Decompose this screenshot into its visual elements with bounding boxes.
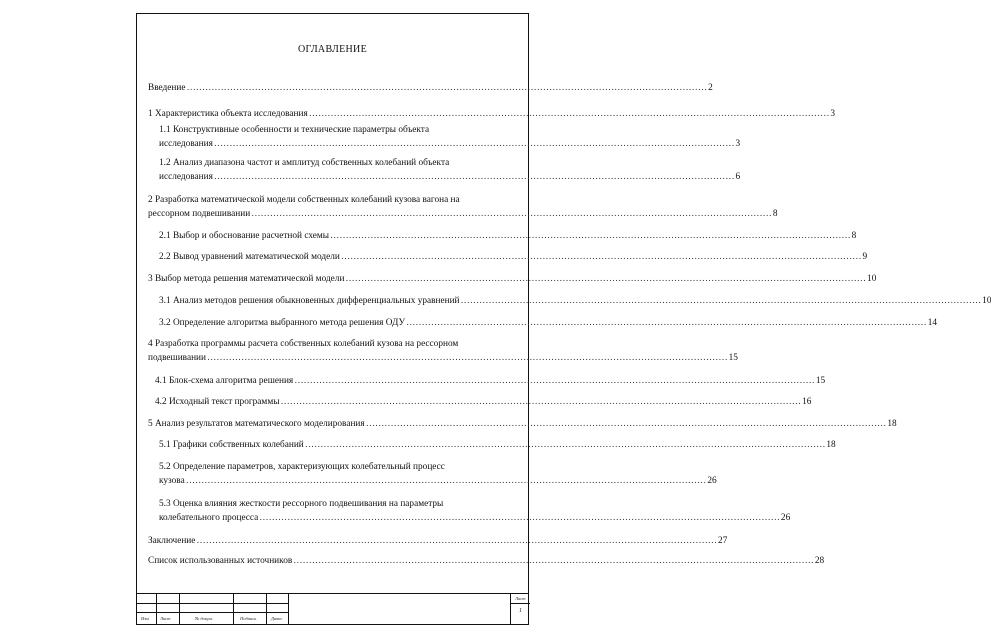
toc-entry-text: подвешивании — [148, 352, 207, 363]
toc-dot-leader — [251, 209, 772, 219]
toc-dot-leader — [330, 231, 851, 241]
toc-entry — [148, 338, 738, 365]
toc-entry — [148, 418, 897, 432]
toc-entry-text: Заключение — [148, 536, 196, 546]
toc-entry-text: 4 Разработка программы расчета собственных колебаний кузова на рессорном — [148, 339, 459, 349]
toc-entry-text: 5.1 Графики собственных колебаний — [159, 440, 304, 450]
toc-dot-leader — [214, 172, 735, 182]
stamp-row-line — [137, 603, 289, 604]
toc-entry-text: 1 Характеристика объекта исследования — [148, 109, 308, 119]
toc-page-number: 3 — [830, 109, 836, 119]
stamp-label-sheet: Лист — [160, 616, 171, 621]
toc-page-number: 8 — [851, 231, 857, 241]
toc-page-number: 2 — [708, 83, 713, 93]
toc-entry — [148, 108, 836, 122]
toc-entry-text: 2.2 Вывод уравнений математической модели — [159, 252, 340, 262]
stamp-label-sheet-box: Лист — [515, 596, 526, 601]
toc-page-number: 16 — [802, 397, 812, 407]
toc-entry-text: 5.2 Определение параметров, характеризующих колебательный процесс — [159, 462, 445, 472]
toc-entry-text: Введение — [148, 83, 186, 93]
toc-dot-leader — [259, 513, 780, 523]
stamp-row-line — [137, 612, 289, 613]
toc-dot-leader — [366, 419, 887, 429]
document-sheet — [136, 13, 991, 625]
toc-dot-leader — [309, 109, 830, 119]
toc-dot-leader — [461, 296, 982, 306]
toc-entry-line-with-page — [148, 82, 713, 96]
stamp-label-signature: Подпись — [240, 616, 257, 621]
toc-entry — [148, 555, 825, 569]
toc-page-number: 18 — [826, 440, 836, 450]
toc-entry — [159, 439, 836, 453]
toc-entry — [148, 273, 877, 287]
toc-page-number: 26 — [780, 512, 791, 523]
toc-dot-leader — [280, 397, 801, 407]
toc-dot-leader — [294, 376, 815, 386]
toc-entry-line — [148, 338, 520, 352]
toc-entry-text: 2.1 Выбор и обоснование расчетной схемы — [159, 231, 330, 241]
toc-entry-text: 5 Анализ результатов математического моделирования — [148, 419, 365, 429]
toc-entry-line-with-page — [159, 251, 868, 265]
toc-entry-text: исследования — [159, 138, 213, 149]
toc-entry-line-with-page — [159, 439, 836, 453]
stamp-main-field — [289, 594, 511, 624]
toc-entry-text: исследования — [159, 171, 213, 182]
toc-dot-leader — [293, 556, 814, 566]
toc-page-number: 26 — [707, 475, 717, 486]
toc-dot-leader — [406, 318, 927, 328]
toc-entry-text: рессорном подвешивании — [148, 208, 251, 219]
toc-entry — [159, 461, 717, 488]
toc-entry-text: 3.2 Определение алгоритма выбранного метода решения ОДУ — [159, 318, 406, 328]
toc-entry-line — [159, 124, 520, 138]
toc-dot-leader — [186, 476, 707, 486]
toc-entry-line-with-page — [159, 171, 741, 185]
toc-entry-line — [148, 194, 520, 208]
stamp-sheet-divider — [511, 603, 530, 604]
toc-entry — [159, 230, 857, 244]
toc-entry-text: колебательного процесса — [159, 512, 259, 523]
toc-entry-text: 4.1 Блок-схема алгоритма решения — [155, 376, 294, 386]
stamp-label-doc-number: № докум. — [195, 616, 213, 621]
toc-page-number: 6 — [735, 171, 741, 182]
toc-entry-text: 3 Выбор метода решения математической модели — [148, 274, 345, 284]
toc-entry-text: 5.3 Оценка влияния жесткости рессорного подвешивания на параметры — [159, 499, 444, 509]
toc-entry-line-with-page — [159, 317, 937, 331]
toc-entry — [159, 124, 741, 151]
toc-entry — [155, 396, 812, 410]
toc-entry — [159, 317, 937, 331]
toc-entry-line-with-page — [148, 208, 778, 222]
toc-entry-text: кузова — [159, 475, 185, 486]
toc-entry-line-with-page — [148, 555, 825, 569]
toc-page-number: 14 — [927, 318, 937, 328]
toc-entry-line-with-page — [155, 396, 812, 410]
toc-entry-line-with-page — [159, 512, 791, 526]
toc-dot-leader — [341, 252, 862, 262]
toc-entry — [159, 251, 868, 265]
toc-entry-line-with-page — [148, 535, 728, 549]
toc-entry-text: 1.2 Анализ диапазона частот и амплитуд собственных колебаний объекта — [159, 158, 450, 168]
toc-entry-line-with-page — [159, 230, 857, 244]
toc-entry-text: 4.2 Исходный текст программы — [155, 397, 280, 407]
toc-entry-text: 1.1 Конструктивные особенности и технические параметры объекта — [159, 125, 430, 135]
toc-entry-line — [159, 157, 520, 171]
toc-entry-line-with-page — [159, 138, 741, 152]
toc-page-number: 28 — [814, 556, 825, 566]
toc-page-number: 10 — [982, 296, 991, 306]
toc-dot-leader — [214, 139, 735, 149]
toc-entry-text: Список использованных источников — [148, 556, 293, 566]
toc-title: ОГЛАВЛЕНИЕ — [298, 44, 367, 55]
toc-entry-line — [159, 498, 520, 512]
toc-entry-text: 3.1 Анализ методов решения обыкновенных дифференциальных уравнений — [159, 296, 460, 306]
page-number: 1 — [519, 608, 522, 614]
toc-entry-text: 2 Разработка математической модели собственных колебаний кузова вагона на — [148, 195, 460, 205]
toc-page-number: 3 — [735, 138, 741, 149]
toc-entry — [148, 194, 778, 221]
toc-entry-line-with-page — [155, 375, 826, 389]
toc-dot-leader — [305, 440, 826, 450]
toc-entry — [159, 157, 741, 184]
toc-entry-line-with-page — [159, 295, 991, 309]
toc-entry — [148, 535, 728, 549]
toc-page-number: 27 — [718, 536, 728, 546]
stamp-label-date: Дата — [271, 616, 282, 621]
toc-dot-leader — [207, 353, 728, 363]
toc-entry — [159, 295, 991, 309]
toc-page-number: 15 — [815, 376, 826, 386]
toc-entry-line-with-page — [148, 418, 897, 432]
toc-dot-leader — [196, 536, 717, 546]
toc-page-number: 8 — [772, 208, 778, 219]
toc-entry — [155, 375, 826, 389]
toc-dot-leader — [345, 274, 866, 284]
toc-entry — [148, 82, 713, 96]
toc-page-number: 10 — [867, 274, 877, 284]
toc-page-number: 18 — [887, 419, 897, 429]
title-block-stamp — [137, 593, 528, 624]
toc-entry-line-with-page — [159, 475, 717, 489]
toc-page-number: 9 — [862, 252, 868, 262]
toc-entry-line-with-page — [148, 352, 738, 366]
toc-entry — [159, 498, 791, 525]
toc-entry-line-with-page — [148, 273, 877, 287]
toc-dot-leader — [186, 83, 707, 93]
toc-page-number: 15 — [728, 352, 738, 363]
stamp-label-change: Изм — [141, 616, 149, 621]
toc-entry-line-with-page — [148, 108, 836, 122]
toc-entry-line — [159, 461, 520, 475]
